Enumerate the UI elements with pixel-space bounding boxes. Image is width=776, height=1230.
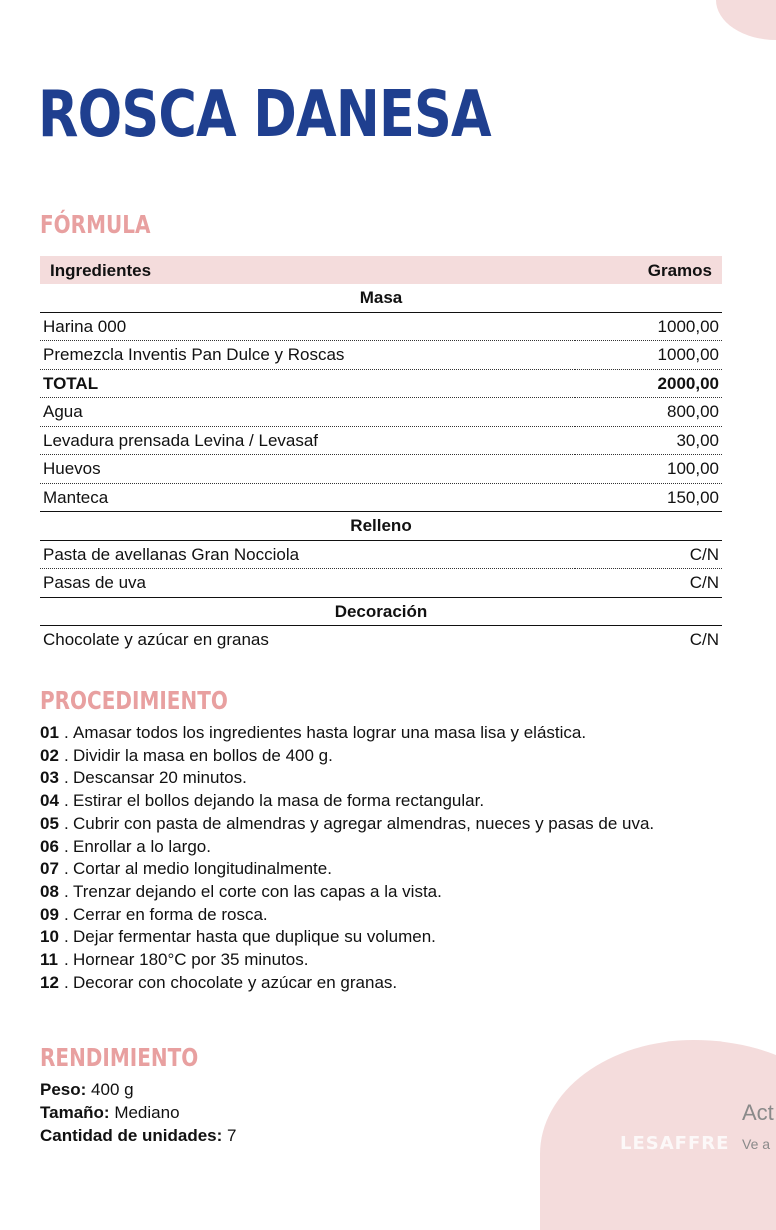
yield-details <box>40 1078 237 1147</box>
amount-cell: 1000,00 <box>575 341 722 370</box>
step-separator: . <box>64 791 69 811</box>
step-separator: . <box>64 927 69 947</box>
decorative-blob-top <box>716 0 776 40</box>
formula-heading: FÓRMULA <box>40 210 151 239</box>
amount-cell: 150,00 <box>575 483 722 512</box>
yield-heading: RENDIMIENTO <box>40 1043 199 1072</box>
table-row <box>40 455 722 484</box>
step-text: Trenzar dejando el corte con las capas a la vista. <box>73 881 442 901</box>
table-row <box>40 398 722 427</box>
table-header-row <box>40 256 722 284</box>
amount-cell: 30,00 <box>575 426 722 455</box>
procedure-step <box>40 904 720 927</box>
ingredient-cell: Huevos <box>40 455 575 484</box>
step-number: 09 <box>40 904 59 924</box>
step-separator: . <box>64 768 69 788</box>
amount-cell: 100,00 <box>575 455 722 484</box>
procedure-heading: PROCEDIMIENTO <box>40 686 228 715</box>
step-separator: . <box>64 745 69 765</box>
column-header-ingredients: Ingredientes <box>40 256 575 284</box>
step-separator: . <box>64 904 69 924</box>
yield-size-label: Tamaño: <box>40 1103 110 1122</box>
ingredient-cell: Levadura prensada Levina / Levasaf <box>40 426 575 455</box>
step-text: Enrollar a lo largo. <box>73 836 211 856</box>
activation-watermark-line2: Ve a <box>742 1136 771 1152</box>
yield-size <box>40 1101 237 1124</box>
group-label: Masa <box>40 284 722 312</box>
yield-units-value: 7 <box>227 1126 237 1145</box>
table-row <box>40 426 722 455</box>
procedure-step <box>40 881 720 904</box>
step-text: Descansar 20 minutos. <box>73 768 247 788</box>
step-number: 01 <box>40 723 59 742</box>
step-number: 08 <box>40 881 59 901</box>
group-row-relleno <box>40 512 722 541</box>
step-separator: . <box>64 813 69 833</box>
group-row-masa <box>40 284 722 312</box>
amount-cell: 2000,00 <box>575 369 722 398</box>
procedure-step <box>40 926 720 949</box>
yield-weight-label: Peso: <box>40 1080 87 1099</box>
step-text: Decorar con chocolate y azúcar en granas. <box>73 972 398 992</box>
step-separator: . <box>64 950 69 970</box>
step-text: Cerrar en forma de rosca. <box>73 904 268 924</box>
ingredient-cell: TOTAL <box>40 369 575 398</box>
procedure-step <box>40 972 720 995</box>
procedure-step <box>40 745 720 768</box>
yield-weight <box>40 1078 237 1101</box>
step-number: 12 <box>40 972 59 992</box>
procedure-step <box>40 858 720 881</box>
group-label: Relleno <box>40 512 722 541</box>
step-separator: . <box>64 836 69 856</box>
yield-size-value: Mediano <box>114 1103 180 1122</box>
total-row <box>40 369 722 398</box>
amount-cell: C/N <box>575 540 722 569</box>
table-row <box>40 483 722 512</box>
table-row <box>40 341 722 370</box>
ingredient-cell: Chocolate y azúcar en granas <box>43 630 269 650</box>
step-number: 02 <box>40 745 59 765</box>
group-label: Decoración <box>40 597 722 626</box>
step-text: Estirar el bollos dejando la masa de forma rectangular. <box>73 791 485 811</box>
amount-cell: 1000,00 <box>575 312 722 341</box>
brand-watermark: LESAFFRE <box>620 1133 730 1154</box>
yield-units-label: Cantidad de unidades: <box>40 1126 223 1145</box>
step-number: 06 <box>40 836 59 856</box>
group-row-decoracion <box>40 597 722 626</box>
activation-watermark: Act <box>742 1100 774 1125</box>
yield-weight-value: 400 g <box>91 1080 134 1099</box>
procedure-step <box>40 949 720 972</box>
step-text: Dividir la masa en bollos de 400 g. <box>73 745 333 765</box>
step-number: 10 <box>40 927 59 947</box>
column-header-grams: Gramos <box>575 256 722 284</box>
step-text: Cubrir con pasta de almendras y agregar almendras, nueces y pasas de uva. <box>73 813 655 833</box>
ingredient-cell: Pasas de uva <box>40 569 575 598</box>
step-text: Amasar todos los ingredientes hasta lograr una masa lisa y elástica. <box>73 723 587 742</box>
ingredient-cell: Harina 000 <box>40 312 575 341</box>
table-row <box>40 540 722 569</box>
step-separator: . <box>64 859 69 879</box>
table-row <box>40 569 722 598</box>
ingredient-cell: Agua <box>40 398 575 427</box>
procedure-steps <box>40 722 720 994</box>
amount-cell: C/N <box>689 630 719 650</box>
ingredient-cell: Manteca <box>40 483 575 512</box>
step-number: 03 <box>40 768 59 788</box>
step-separator: . <box>64 972 69 992</box>
procedure-step <box>40 722 720 745</box>
yield-units <box>40 1124 237 1147</box>
procedure-step <box>40 790 720 813</box>
table-row <box>40 312 722 341</box>
table-row <box>40 626 722 654</box>
step-separator: . <box>64 881 69 901</box>
procedure-step <box>40 767 720 790</box>
amount-cell: C/N <box>575 569 722 598</box>
procedure-step <box>40 813 720 836</box>
step-text: Cortar al medio longitudinalmente. <box>73 859 332 879</box>
step-text: Hornear 180°C por 35 minutos. <box>73 950 309 970</box>
step-separator: . <box>64 723 69 742</box>
step-number: 05 <box>40 813 59 833</box>
ingredient-cell: Premezcla Inventis Pan Dulce y Roscas <box>40 341 575 370</box>
step-number: 04 <box>40 791 59 811</box>
amount-cell: 800,00 <box>575 398 722 427</box>
formula-table <box>40 256 722 654</box>
ingredient-cell: Pasta de avellanas Gran Nocciola <box>40 540 575 569</box>
step-number: 11 <box>40 950 58 970</box>
recipe-title: ROSCA DANESA <box>38 78 491 152</box>
step-text: Dejar fermentar hasta que duplique su volumen. <box>73 927 436 947</box>
procedure-step <box>40 836 720 859</box>
step-number: 07 <box>40 859 59 879</box>
